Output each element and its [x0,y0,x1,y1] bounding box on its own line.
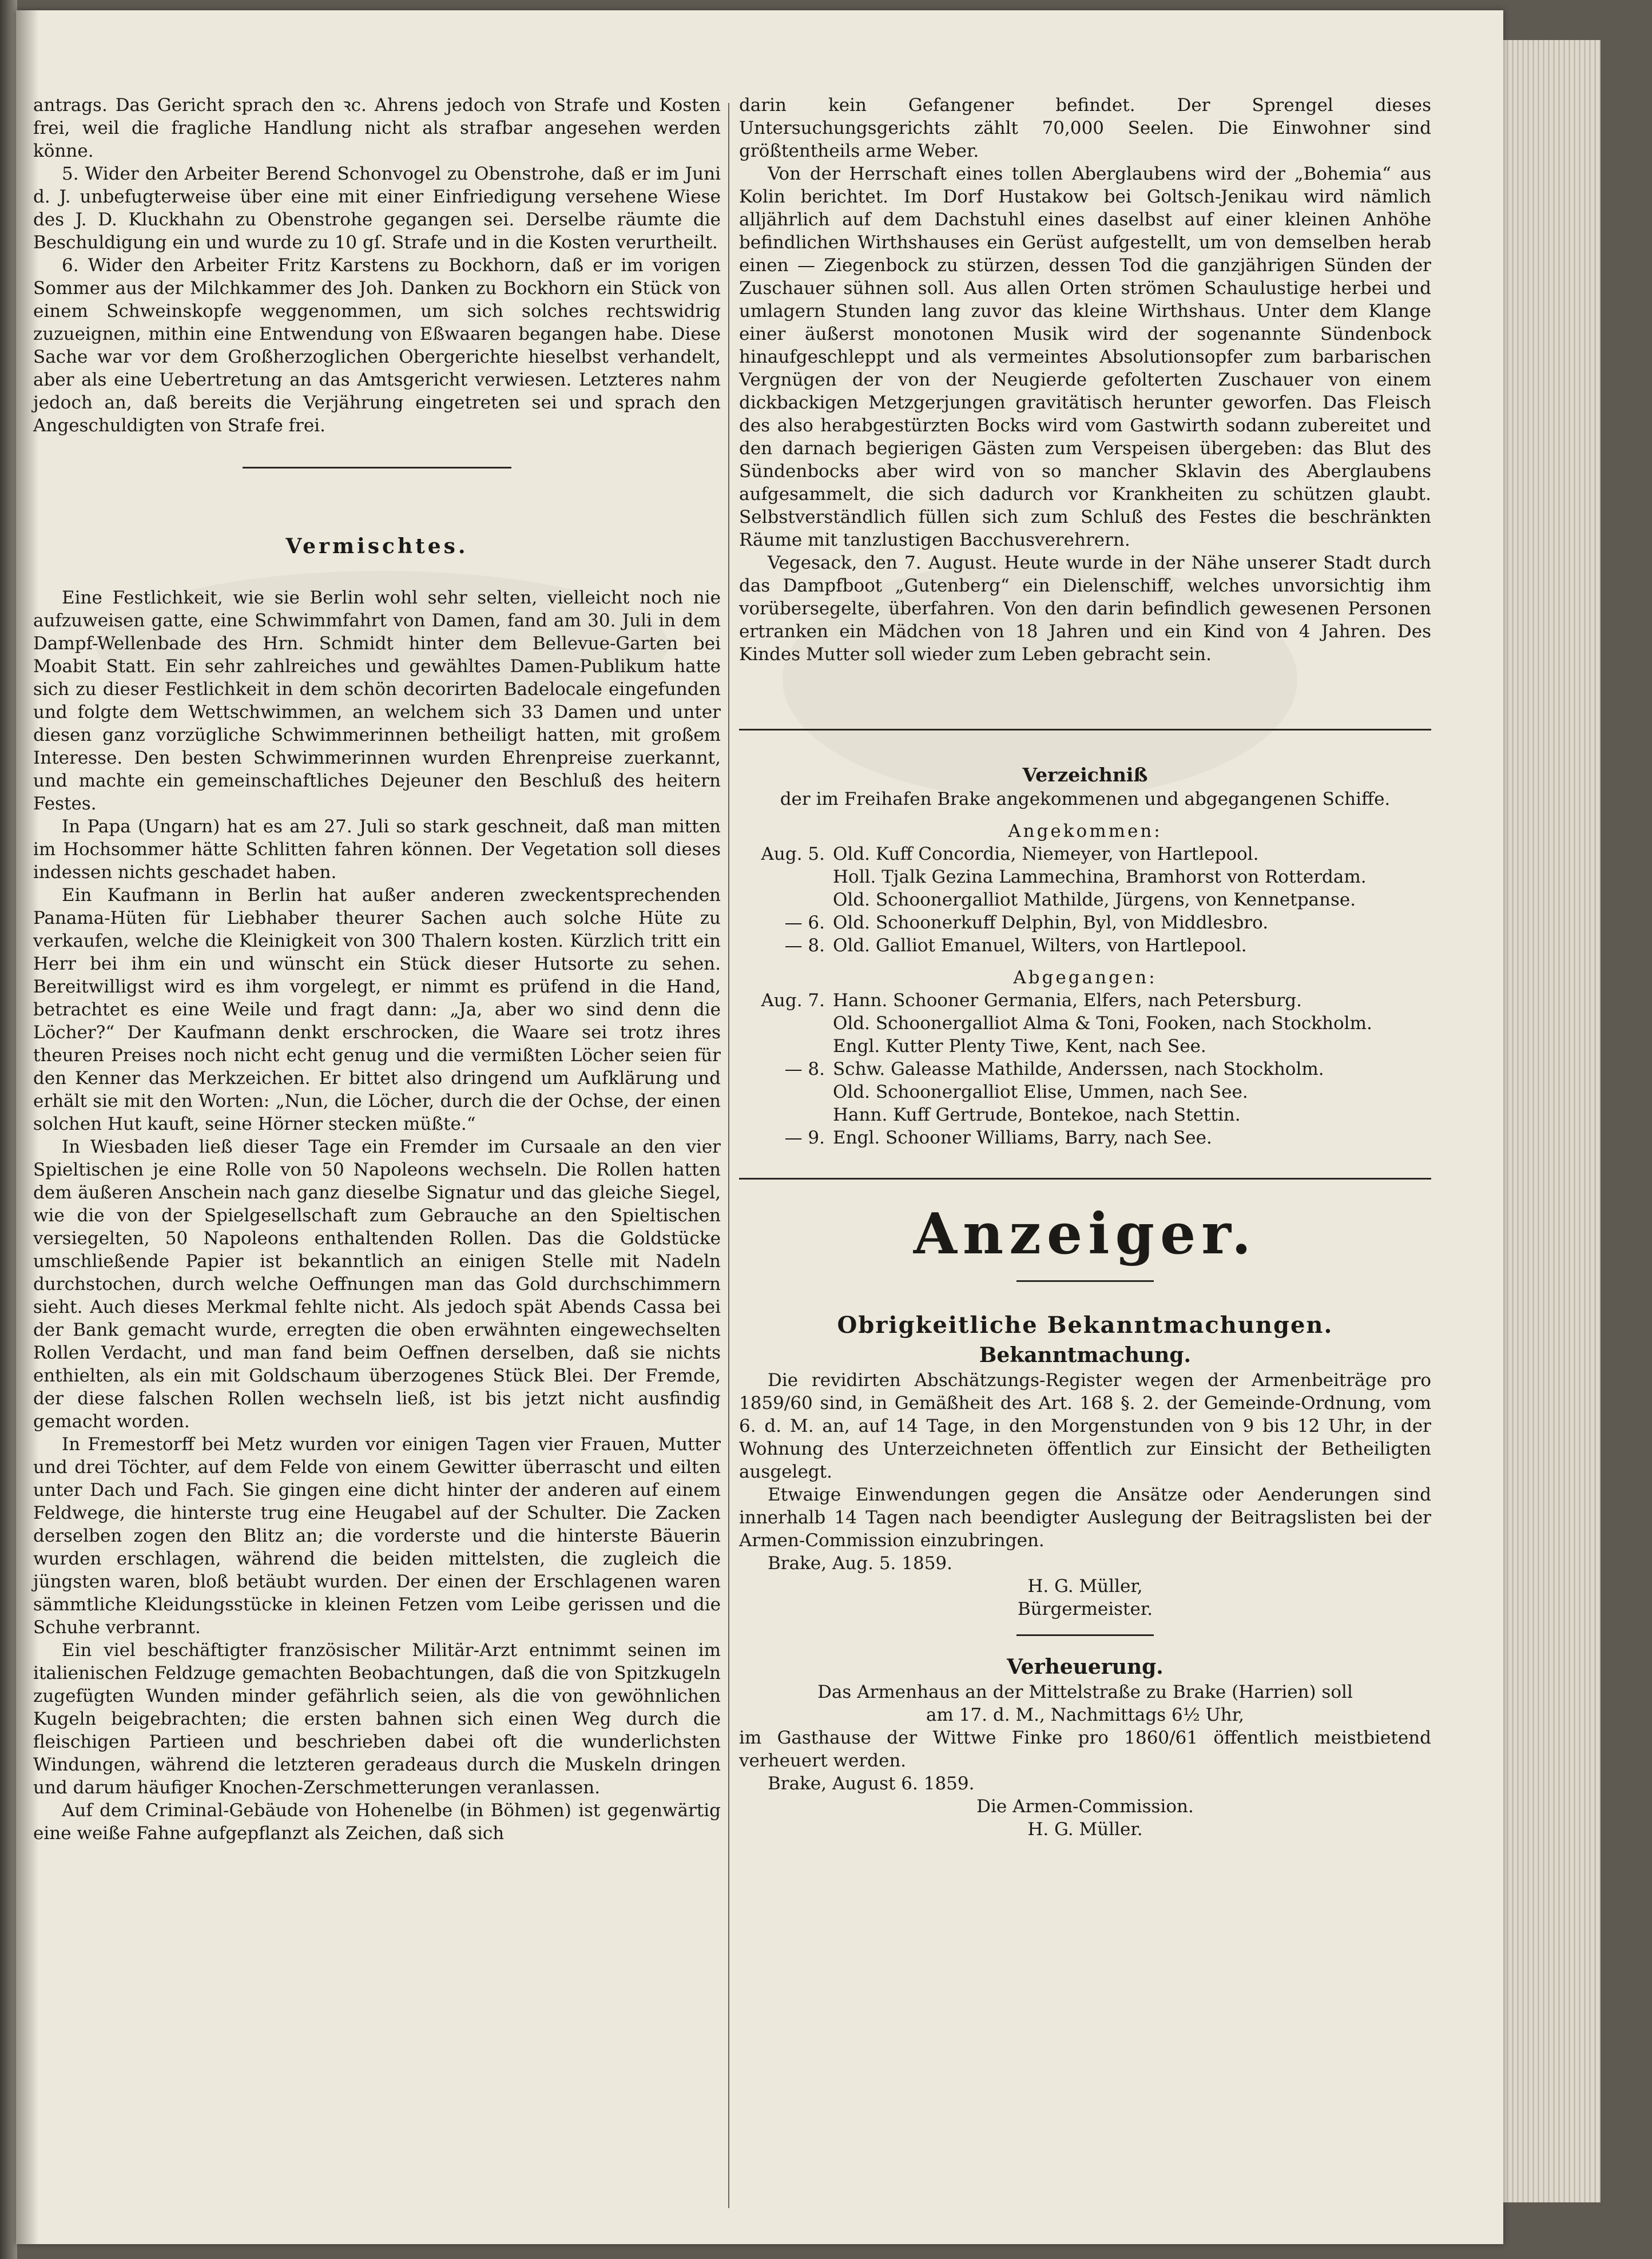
ship-entry [739,1103,1431,1126]
article-wiesbaden-fraud: In Wiesbaden ließ dieser Tage ein Fremder im Cursaale an den vier Spieltischen je eine Rolle von 50 Napoleons wechseln. Die Rollen hatten dem äußeren Anschein nach ganz dieselbe Signatur und das gleiche Siegel, wie die von der Spielgesellschaft zum Gebrauche an den Spieltischen versiegelten, 50 Napoleons enthaltenden Rollen. Das die Goldstücke umschließende Papier ist bekanntlich an einigen Stelle mit Nadeln durchstochen, durch welche Oeffnungen man das Gold durchschimmern sieht. Auch dieses Merkmal fehlte nicht. Als jedoch spät Abends Cassa bei der Bank gemacht wurde, erregten die oben erwähnten eingewechselten Rollen Verdacht, und man fand beim Oeffnen derselben, daß sie nichts enthielten, als ein mit Goldschaum überzogenes Stück Blei. Der Fremde, der diese falschen Rollen wechseln ließ, ist bis jetzt nicht ausfindig gemacht worden. [33,1137,721,1432]
column-divider [728,103,729,2208]
notice-signature: H. G. Müller, [1027,1576,1143,1597]
ship-date: Aug. 7. [761,990,825,1011]
lease-text: am 17. d. M., Nachmittags 6½ Uhr, [926,1705,1244,1725]
arrived-heading: Angekommen: [1008,821,1162,841]
ship-name: Holl. Tjalk Gezina Lammechina, Bramhorst von Rotterdam. [833,867,1367,887]
ship-entry [739,888,1431,911]
article-hohenelbe: Auf dem Criminal-Gebäude von Hohenelbe (in Böhmen) ist gegenwärtig eine weiße Fahne aufgepflanzt als Zeichen, daß sich [33,1800,721,1844]
ship-name: Old. Kuff Concordia, Niemeyer, von Hartlepool. [833,844,1259,864]
ship-entry [739,989,1431,1012]
ship-entry [739,934,1431,957]
ship-entry [739,866,1431,888]
ship-entry [739,1012,1431,1035]
article-papa-snow: In Papa (Ungarn) hat es am 27. Juli so stark geschneit, daß man mitten im Hochsommer hätte Schlitten fahren können. Der Vegetation soll dieses indessen nichts geschadet haben. [33,816,721,883]
ship-entry [739,911,1431,934]
court-case-6: 6. Wider den Arbeiter Fritz Karstens zu Bockhorn, daß er im vorigen Sommer aus der Milchkammer des Joh. Danken zu Bockhorn ein Stück von einem Schweinskopfe weggenommen, um sich solches rechtswidrig zuzueignen, mithin eine Entwendung von Eßwaaren begangen habe. Diese Sache war vor dem Großherzoglichen Obergerichte hieselbst verhandelt, aber als eine Uebertretung an das Amtsgericht verwiesen. Letzteres nahm jedoch an, daß bereits die Verjährung eingetreten sei und sprach den Angeschuldigten von Strafe frei. [33,255,721,436]
ship-date: — 8. [784,935,825,956]
lease-place-date: Brake, August 6. 1859. [768,1773,975,1794]
book-binding-edge [0,0,17,2259]
ship-name: Old. Schoonergalliot Alma & Toni, Fooken, nach Stockholm. [833,1013,1372,1034]
lease-signature-name: H. G. Müller. [1027,1819,1143,1840]
ship-name: Old. Schoonergalliot Elise, Ummen, nach See. [833,1082,1248,1102]
court-report-end: antrags. Das Gericht sprach den ꝛc. Ahrens jedoch von Strafe und Kosten frei, weil die fragliche Handlung nicht als strafbar angesehen werden könne. [33,95,721,161]
ship-name: Old. Schoonergalliot Mathilde, Jürgens, von Kennetpanse. [833,890,1356,910]
article-panama-hats: Ein Kaufmann in Berlin hat außer anderen zweckentsprechenden Panama-Hüten für Liebhaber theurer Sachen auch solche Hüte zu verkaufen, welche die Kleinigkeit von 300 Thalern kosten. Kürzlich tritt ein Herr bei ihm ein und wünscht ein Stück dieser Hutsorte zu sehen. Bereitwilligst wird es ihm vorgelegt, er nimmt es prüfend in die Hand, betrachtet es eine Weile und fragt dann: „Ja, aber wo sind denn die Löcher?“ Der Kaufmann denkt erschrocken, die Waare sei trotz ihres theuren Preises noch nicht echt genug und die vermißten Löcher seien für den Kenner das Merkzeichen. Er bittet also dringend um Aufklärung und erhält sie mit den Worten: „Nun, die Löcher, durch die der Ochse, der einen solchen Hut kauft, seine Hörner stecken müßte.“ [33,885,721,1134]
page-stack-edges [1503,40,1601,2202]
ship-name: Engl. Schooner Williams, Barry, nach See. [833,1127,1212,1148]
ship-entry [739,1058,1431,1081]
notice-text: Die revidirten Abschätzungs-Register wegen der Armenbeiträge pro 1859/60 sind, in Gemäßheit des Art. 168 §. 2. der Gemeinde-Ordnung, vom 6. d. M. an, auf 14 Tage, in den Morgenstunden von 9 bis 12 Uhr, in der Wohnung des Unterzeichneten öffentlich zur Einsicht der Betheiligten ausgelegt. [739,1370,1431,1482]
ship-entry [739,1126,1431,1149]
ship-date: — 6. [784,912,825,933]
ship-name: Old. Schoonerkuff Delphin, Byl, von Middlesbro. [833,912,1269,933]
notice-signature-title: Bürgermeister. [1017,1599,1153,1619]
lease-title: Verheuerung. [1007,1655,1163,1679]
notice-text: Etwaige Einwendungen gegen die Ansätze oder Aenderungen sind innerhalb 14 Tagen nach beendigter Auslegung der Beitragslisten bei der Armen-Commission einzubringen. [739,1484,1431,1551]
right-column [739,94,1431,1841]
arrived-list [739,843,1431,957]
lease-text: im Gasthause der Wittwe Finke pro 1860/61 öffentlich meistbietend verheuert werden. [739,1728,1431,1771]
court-case-5: 5. Wider den Arbeiter Berend Schonvogel zu Obenstrohe, daß er im Juni d. J. unbefugterweise über eine mit einer Einfriedigung versehene Wiese des J. D. Kluckhahn zu Obenstrohe gegangen sei. Derselbe räumte die Beschuldigung ein und wurde zu 10 gſ. Strafe und in die Kosten verurtheilt. [33,164,721,253]
vermischtes-heading: Vermischtes. [285,534,468,558]
ship-date [739,888,833,911]
ship-entry [739,1081,1431,1103]
ship-date: — 9. [784,1127,825,1148]
ship-date: Aug. 5. [761,844,825,864]
ship-date [739,1012,833,1035]
ship-name: Schw. Galeasse Mathilde, Anderssen, nach Stockholm. [833,1059,1324,1079]
ship-date [739,1103,833,1126]
ship-date [739,866,833,888]
notice-place-date: Brake, Aug. 5. 1859. [768,1553,953,1574]
ship-name: Hann. Kuff Gertrude, Bontekoe, nach Stettin. [833,1105,1241,1125]
ship-date: — 8. [784,1059,825,1079]
lease-text: Das Armenhaus an der Mittelstraße zu Brake (Harrien) soll [817,1682,1353,1702]
ship-date [739,1035,833,1058]
ship-date [739,1081,833,1103]
article-vegesack: Vegesack, den 7. August. Heute wurde in der Nähe unserer Stadt durch das Dampfboot „Gutenberg“ ein Dielenschiff, welches unvorsichtig ihm vorübersegelte, überfahren. Von den darin befindlich gewesenen Personen ertranken ein Mädchen von 18 Jahren und ein Kind von 4 Jahren. Des Kindes Mutter soll wieder zum Leben gebracht sein. [739,553,1431,665]
ship-name: Old. Galliot Emanuel, Wilters, von Hartlepool. [833,935,1247,956]
article-lightning: In Fremestorff bei Metz wurden vor einigen Tagen vier Frauen, Mutter und drei Töchter, auf dem Felde von einem Gewitter überrascht und eilten unter Dach und Fach. Sie gingen eine dicht hinter der anderen auf einem Feldwege, die hinterste trug eine Heugabel auf der Schulter. Die Zacken derselben zogen den Blitz an; die vorderste und die hinterste Bäuerin wurden erschlagen, während die beiden mittelsten, die zugleich die jüngsten waren, bloß betäubt wurden. Der einen der Erschlagenen waren sämmtliche Kleidungsstücke in kleinen Fetzen vom Leibe gerissen und die Schuhe verbrannt. [33,1434,721,1638]
lease-signature: Die Armen-Commission. [976,1796,1194,1817]
article-military-doctor: Ein viel beschäftigter französischer Militär-Arzt entnimmt seinen im italienischen Feldzuge gemachten Beobachtungen, daß die von Spitzkugeln zugefügten Wunden minder gefährlich seien, als die von gewöhnlichen Kugeln beigebrachten; die ersten bahnen sich einen Weg durch die fleischigen Partieen und beschrieben dabei oft die wunderlichsten Windungen, während die letzteren geradeaus durch die Muskeln dringen und darum häufiger Knochen-Zerschmetterungen veranlassen. [33,1640,721,1798]
departed-heading: Abgegangen: [1013,967,1157,988]
official-notices-heading: Obrigkeitliche Bekanntmachungen. [837,1312,1333,1339]
notice-title: Bekanntmachung. [979,1343,1192,1367]
ships-register-title: Verzeichniß [1022,764,1148,786]
ships-register-subtitle: der im Freihafen Brake angekommenen und abgegangenen Schiffe. [780,789,1391,809]
anzeiger-heading: Anzeiger. [913,1201,1257,1267]
ship-name: Hann. Schooner Germania, Elfers, nach Petersburg. [833,990,1302,1011]
ship-entry [739,1035,1431,1058]
article-scapegoat: Von der Herrschaft eines tollen Aberglaubens wird der „Bohemia“ aus Kolin berichtet. Im Dorf Hustakow bei Goltsch-Jenikau wird nämlich alljährlich auf dem Dachstuhl eines daselbst auf einer kleinen Anhöhe befindlichen Wirthshauses ein Gerüst aufgestellt, um von demselben herab einen — Ziegenbock zu stürzen, dessen Tod die ganzjährigen Sünden der Zuschauer sühnen soll. Aus allen Orten strömen Schaulustige herbei und umlagern Stunden lang zuvor das kleine Wirthshaus. Unter dem Klange einer äußerst monotonen Musik wird der sogenannte Sündenbock hinaufgeschleppt und als vermeintes Absolutionsopfer zum barbarischen Vergnügen der von der Neugierde gefolterten Zuschauer von einem dickbackigen Metzgerjungen gravitätisch herunter geworfen. Das Fleisch des also herabgestürzten Bocks wird vom Gastwirth sodann zubereitet und den darnach begierigen Gästen zum Verspeisen übergeben: das Blut des Sündenbocks aber wird von so mancher Sklavin des Aberglaubens aufgesammelt, die sich dadurch vor Krankheiten zu schützen glaubt. Selbstverständlich füllen sich zum Schluß des Festes die beschränkten Räume mit tanzlustigen Bacchusverehrern. [739,164,1431,550]
departed-list [739,989,1431,1149]
article-hohenelbe-cont: darin kein Gefangener befindet. Der Sprengel dieses Untersuchungsgerichts zählt 70,000 Seelen. Die Einwohner sind größtentheils arme Weber. [739,95,1431,161]
article-swim-festival: Eine Festlichkeit, wie sie Berlin wohl sehr selten, vielleicht noch nie aufzuweisen gatte, eine Schwimmfahrt von Damen, fand am 30. Juli in dem Dampf-Wellenbade des Hrn. Schmidt hinter dem Bellevue-Garten bei Moabit Statt. Ein sehr zahlreiches und gewähltes Damen-Publikum hatte sich zu dieser Festlichkeit in dem schön decorirten Badelocale eingefunden und folgte dem Wettschwimmen, an welchem sich 33 Damen und unter diesen ganz vorzügliche Schwimmerinnen betheiligt hatten, mit großem Interesse. Den besten Schwimmerinnen wurden Ehrenpreise zuerkannt, und machte ein gemeinschaftliches Dejeuner den Beschluß des heitern Festes. [33,587,721,814]
left-column [33,94,721,1845]
ship-name: Engl. Kutter Plenty Tiwe, Kent, nach See. [833,1036,1206,1057]
ship-entry [739,843,1431,866]
